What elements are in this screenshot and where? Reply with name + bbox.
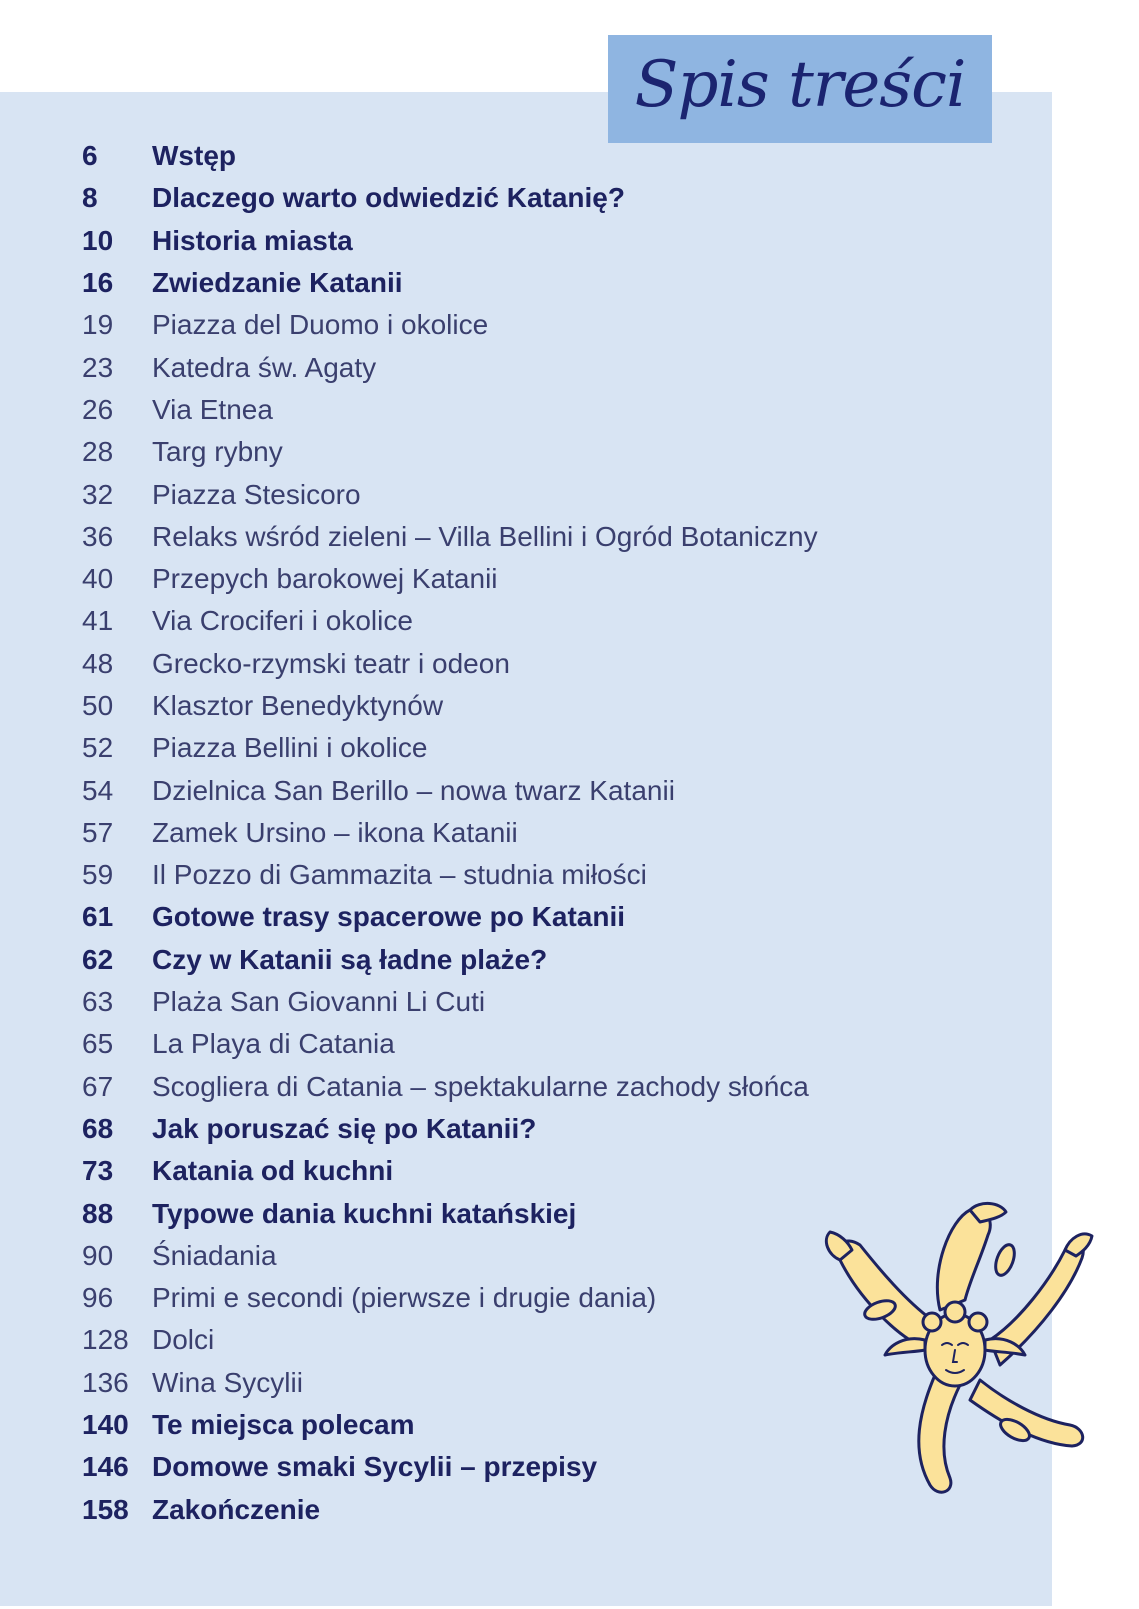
toc-entry[interactable] bbox=[82, 473, 982, 515]
toc-entry-title: Scogliera di Catania – spektakularne zachody słońca bbox=[152, 1070, 809, 1102]
toc-page-number: 36 bbox=[82, 520, 114, 552]
toc-entry-title: Relaks wśród zieleni – Villa Bellini i Ogród Botaniczny bbox=[152, 520, 818, 552]
toc-page-number: 48 bbox=[82, 647, 114, 679]
toc-entry[interactable] bbox=[82, 558, 982, 600]
trinacria-leg-left bbox=[838, 1241, 932, 1350]
toc-entry-title: Czy w Katanii są ładne plaże? bbox=[152, 943, 548, 975]
page-title: Spis treści bbox=[634, 48, 966, 122]
toc-entry-title: Wina Sycylii bbox=[152, 1366, 303, 1398]
toc-entry-title: Plaża San Giovanni Li Cuti bbox=[152, 986, 486, 1018]
toc-entry-title: Dzielnica San Berillo – nowa twarz Katanii bbox=[152, 774, 675, 806]
toc-entry[interactable] bbox=[82, 1150, 982, 1192]
toc-page-number: 10 bbox=[82, 224, 114, 256]
toc-page-number: 63 bbox=[82, 986, 114, 1018]
trinacria-foot-right bbox=[1065, 1234, 1092, 1256]
toc-entry[interactable] bbox=[82, 769, 982, 811]
trinacria-icon bbox=[820, 1200, 1100, 1500]
toc-page-number: 54 bbox=[82, 774, 114, 806]
toc-page-number: 67 bbox=[82, 1070, 114, 1102]
toc-entry[interactable] bbox=[82, 346, 982, 388]
toc-page-number: 52 bbox=[82, 732, 114, 764]
toc-entry-title: Domowe smaki Sycylii – przepisy bbox=[152, 1451, 598, 1483]
toc-entry-title: Katedra św. Agaty bbox=[152, 351, 377, 383]
toc-page-number: 8 bbox=[82, 182, 98, 214]
toc-page-number: 65 bbox=[82, 1028, 114, 1060]
toc-entry[interactable] bbox=[82, 727, 982, 769]
toc-entry-title: Piazza Stesicoro bbox=[152, 478, 361, 510]
toc-entry-title: Targ rybny bbox=[152, 436, 283, 468]
toc-page-number: 61 bbox=[82, 901, 114, 933]
toc-entry[interactable] bbox=[82, 643, 982, 685]
toc-entry-title: Grecko-rzymski teatr i odeon bbox=[152, 647, 510, 679]
medusa-wing-left bbox=[885, 1339, 925, 1355]
toc-entry[interactable] bbox=[82, 896, 982, 938]
toc-entry[interactable] bbox=[82, 220, 982, 262]
toc-entry-title: Via Crociferi i okolice bbox=[152, 605, 413, 637]
toc-page-number: 50 bbox=[82, 690, 114, 721]
toc-entry-title: Piazza Bellini i okolice bbox=[152, 732, 428, 764]
toc-entry-title: Przepych barokowej Katanii bbox=[152, 563, 498, 595]
toc-entry-title: Dlaczego warto odwiedzić Katanię? bbox=[152, 182, 625, 214]
toc-entry-title: La Playa di Catania bbox=[152, 1028, 395, 1060]
toc-page-number: 19 bbox=[82, 309, 114, 341]
title-box bbox=[608, 35, 992, 143]
toc-page-number: 88 bbox=[82, 1197, 114, 1229]
toc-entry-title: Klasztor Benedyktynów bbox=[152, 690, 444, 721]
toc-entry-title: Zwiedzanie Katanii bbox=[152, 267, 403, 299]
toc-page-number: 62 bbox=[82, 943, 114, 975]
toc-page-number: 32 bbox=[82, 478, 114, 510]
toc-page-number: 28 bbox=[82, 436, 114, 468]
toc-page-number: 41 bbox=[82, 605, 114, 637]
toc-entry[interactable] bbox=[82, 939, 982, 981]
toc-entry-title: Śniadania bbox=[152, 1239, 277, 1271]
toc-page-number: 136 bbox=[82, 1366, 129, 1398]
toc-page-number: 96 bbox=[82, 1282, 114, 1314]
toc-entry[interactable] bbox=[82, 600, 982, 642]
toc-entry-title: Zamek Ursino – ikona Katanii bbox=[152, 816, 518, 848]
toc-page-number: 146 bbox=[82, 1451, 129, 1483]
toc-page-number: 128 bbox=[82, 1324, 129, 1356]
toc-entry[interactable] bbox=[82, 431, 982, 473]
toc-entry-title: Dolci bbox=[152, 1324, 215, 1356]
toc-entry-title: Primi e secondi (pierwsze i drugie dania) bbox=[152, 1282, 657, 1314]
toc-entry-title: Te miejsca polecam bbox=[152, 1409, 415, 1441]
toc-entry[interactable] bbox=[82, 516, 982, 558]
toc-page-number: 59 bbox=[82, 859, 114, 891]
toc-page-number: 23 bbox=[82, 351, 114, 383]
toc-entry[interactable] bbox=[82, 262, 982, 304]
toc-entry-title: Piazza del Duomo i okolice bbox=[152, 309, 489, 341]
toc-page-number: 158 bbox=[82, 1493, 129, 1525]
toc-entry[interactable] bbox=[82, 1108, 982, 1150]
toc-entry-title: Katania od kuchni bbox=[152, 1155, 394, 1187]
toc-page-number: 57 bbox=[82, 816, 114, 848]
trinacria-leg-bottom bbox=[919, 1375, 960, 1492]
toc-entry[interactable] bbox=[82, 135, 982, 177]
toc-entry-title: Historia miasta bbox=[152, 224, 353, 256]
toc-page-number: 68 bbox=[82, 1112, 114, 1144]
toc-entry[interactable] bbox=[82, 854, 982, 896]
toc-entry[interactable] bbox=[82, 685, 982, 727]
toc-entry[interactable] bbox=[82, 1023, 982, 1065]
toc-entry[interactable] bbox=[82, 304, 982, 346]
toc-entry-title: Wstęp bbox=[152, 140, 236, 172]
toc-entry-title: Typowe dania kuchni katańskiej bbox=[152, 1197, 577, 1229]
toc-page-number: 16 bbox=[82, 267, 114, 299]
toc-page-number: 140 bbox=[82, 1409, 129, 1441]
toc-page-number: 6 bbox=[82, 140, 98, 172]
toc-entry[interactable] bbox=[82, 1066, 982, 1108]
toc-page-number: 90 bbox=[82, 1239, 114, 1271]
toc-page-number: 40 bbox=[82, 563, 114, 595]
toc-entry-title: Zakończenie bbox=[152, 1493, 321, 1525]
toc-page-number: 26 bbox=[82, 393, 114, 425]
toc-entry-title: Via Etnea bbox=[152, 393, 273, 425]
trinacria-leg-top bbox=[937, 1209, 990, 1310]
toc-page-number: 73 bbox=[82, 1155, 114, 1187]
toc-entry-title: Jak poruszać się po Katanii? bbox=[152, 1112, 537, 1144]
toc-entry[interactable] bbox=[82, 177, 982, 219]
toc-entry[interactable] bbox=[82, 812, 982, 854]
toc-entry[interactable] bbox=[82, 389, 982, 431]
toc-entry[interactable] bbox=[82, 981, 982, 1023]
toc-entry-title: Gotowe trasy spacerowe po Katanii bbox=[152, 901, 626, 933]
toc-entry-title: Il Pozzo di Gammazita – studnia miłości bbox=[152, 859, 647, 891]
